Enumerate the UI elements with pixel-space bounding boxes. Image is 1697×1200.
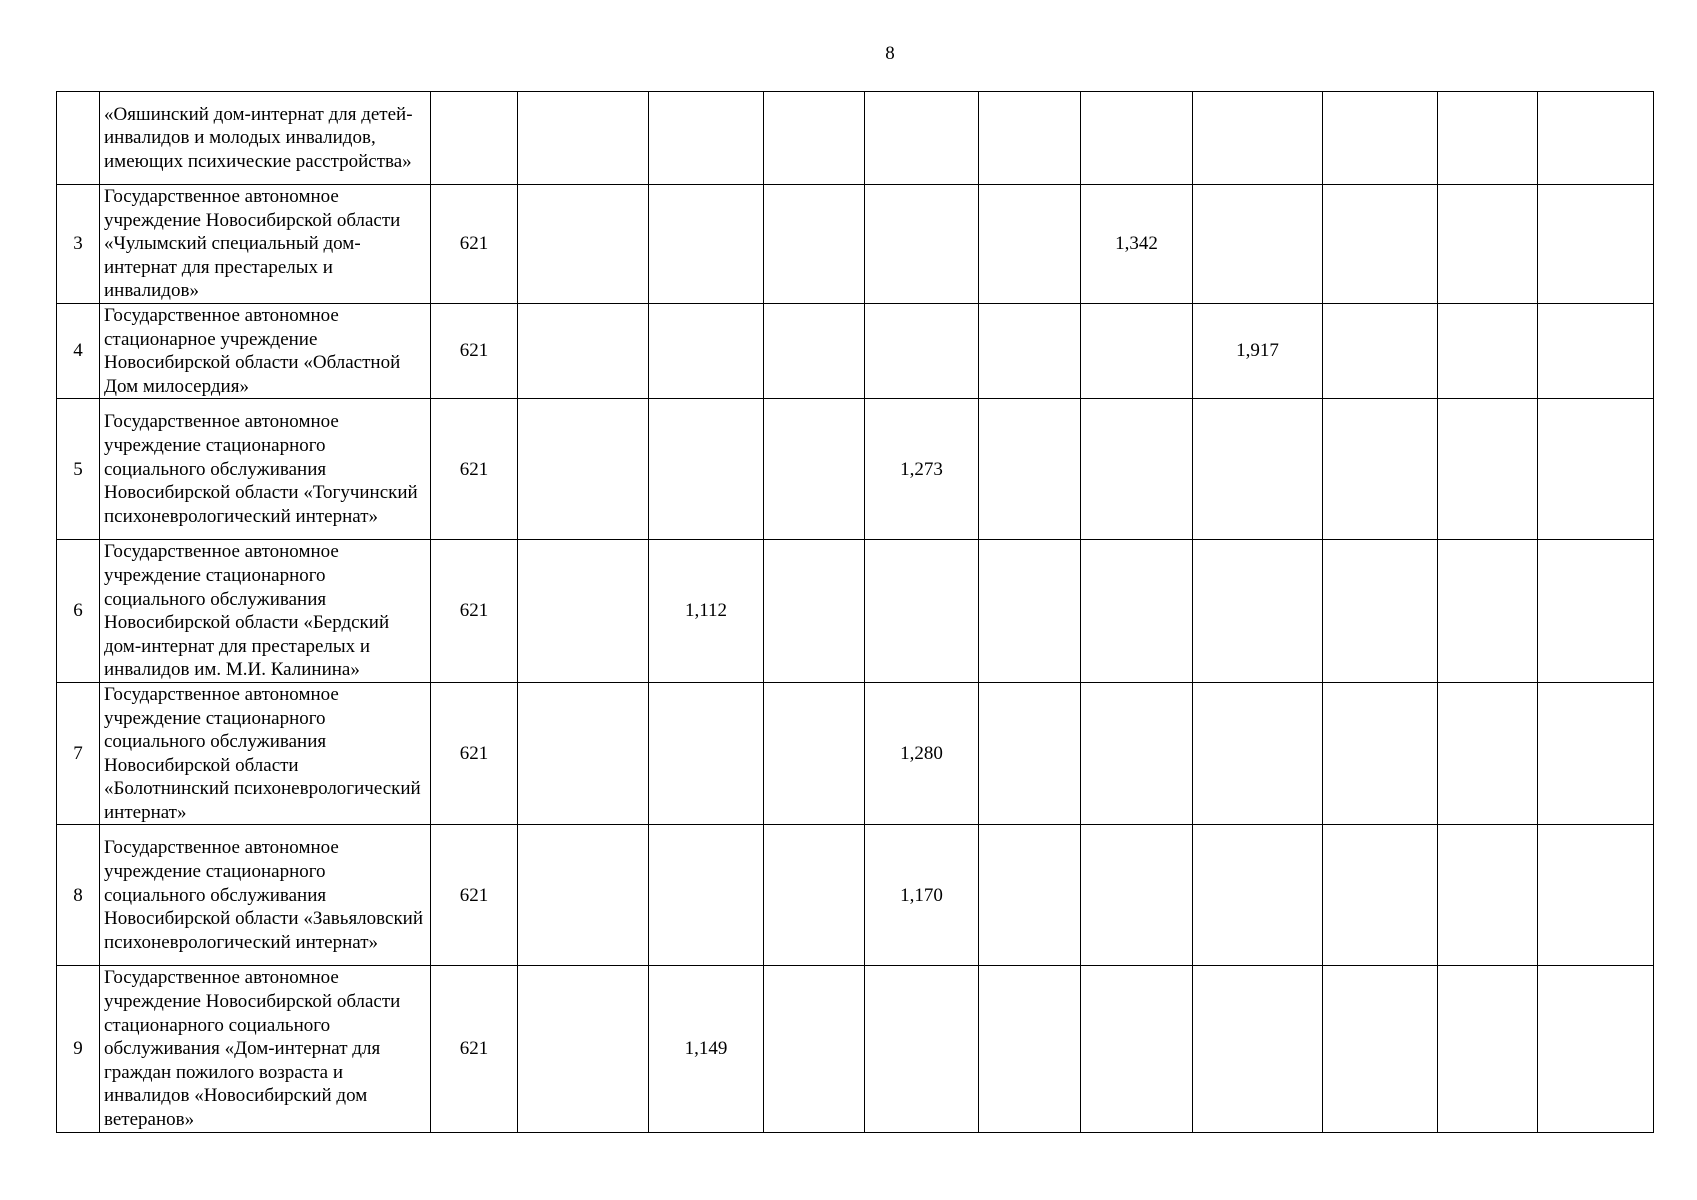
table-row bbox=[57, 92, 1654, 185]
value-cell bbox=[1538, 682, 1654, 825]
value-cell bbox=[518, 399, 649, 540]
institution-name-cell: Государственное автономное учреждение стационарного социального обслуживания Новосибирской области «Болотнинский психоневрологический интернат» bbox=[100, 682, 431, 825]
value-cell bbox=[1081, 540, 1193, 683]
value-cell bbox=[979, 825, 1081, 966]
value-cell bbox=[764, 92, 865, 185]
value-cell bbox=[1438, 682, 1538, 825]
value-cell bbox=[1081, 303, 1193, 398]
value-cell bbox=[649, 399, 764, 540]
row-number-cell: 8 bbox=[57, 825, 100, 966]
value-cell bbox=[518, 540, 649, 683]
value-cell bbox=[649, 92, 764, 185]
row-number-cell: 7 bbox=[57, 682, 100, 825]
code-cell: 621 bbox=[431, 825, 518, 966]
value-cell bbox=[518, 825, 649, 966]
value-cell bbox=[1323, 303, 1438, 398]
value-cell: 1,280 bbox=[865, 682, 979, 825]
value-cell bbox=[1538, 825, 1654, 966]
value-cell: 1,112 bbox=[649, 540, 764, 683]
value-cell bbox=[1323, 399, 1438, 540]
row-number-cell: 6 bbox=[57, 540, 100, 683]
row-number-cell: 3 bbox=[57, 185, 100, 304]
value-cell bbox=[1323, 185, 1438, 304]
value-cell bbox=[764, 540, 865, 683]
code-cell: 621 bbox=[431, 303, 518, 398]
row-number-cell: 5 bbox=[57, 399, 100, 540]
value-cell bbox=[1438, 92, 1538, 185]
value-cell bbox=[1438, 966, 1538, 1132]
value-cell: 1,170 bbox=[865, 825, 979, 966]
value-cell bbox=[649, 185, 764, 304]
value-cell bbox=[1323, 966, 1438, 1132]
value-cell bbox=[979, 682, 1081, 825]
row-number-cell bbox=[57, 92, 100, 185]
value-cell: 1,273 bbox=[865, 399, 979, 540]
code-cell: 621 bbox=[431, 682, 518, 825]
value-cell bbox=[1323, 540, 1438, 683]
value-cell bbox=[1193, 540, 1323, 683]
value-cell bbox=[979, 540, 1081, 683]
value-cell bbox=[865, 185, 979, 304]
value-cell bbox=[1438, 303, 1538, 398]
value-cell: 1,917 bbox=[1193, 303, 1323, 398]
institution-name-cell: «Ояшинский дом-интернат для детей-инвалидов и молодых инвалидов, имеющих психические расстройства» bbox=[100, 92, 431, 185]
value-cell bbox=[1193, 399, 1323, 540]
value-cell bbox=[1438, 540, 1538, 683]
value-cell bbox=[764, 303, 865, 398]
value-cell bbox=[518, 92, 649, 185]
code-cell: 621 bbox=[431, 966, 518, 1132]
value-cell bbox=[1538, 303, 1654, 398]
value-cell bbox=[764, 825, 865, 966]
value-cell bbox=[979, 399, 1081, 540]
value-cell bbox=[1538, 540, 1654, 683]
value-cell bbox=[1538, 399, 1654, 540]
value-cell bbox=[1323, 92, 1438, 185]
row-number-cell: 4 bbox=[57, 303, 100, 398]
value-cell bbox=[1438, 185, 1538, 304]
value-cell bbox=[865, 540, 979, 683]
table-row bbox=[57, 682, 1654, 825]
value-cell bbox=[518, 682, 649, 825]
value-cell bbox=[1193, 185, 1323, 304]
value-cell bbox=[1193, 966, 1323, 1132]
value-cell bbox=[518, 966, 649, 1132]
value-cell bbox=[649, 303, 764, 398]
value-cell bbox=[1081, 966, 1193, 1132]
value-cell bbox=[1538, 966, 1654, 1132]
page-number: 8 bbox=[885, 43, 895, 64]
row-number-cell: 9 bbox=[57, 966, 100, 1132]
table-row bbox=[57, 966, 1654, 1132]
value-cell bbox=[979, 966, 1081, 1132]
code-cell: 621 bbox=[431, 540, 518, 683]
value-cell bbox=[865, 303, 979, 398]
value-cell: 1,342 bbox=[1081, 185, 1193, 304]
data-table bbox=[56, 91, 1654, 1133]
institution-name-cell: Государственное автономное стационарное учреждение Новосибирской области «Областной Дом милосердия» bbox=[100, 303, 431, 398]
value-cell bbox=[1081, 682, 1193, 825]
value-cell bbox=[649, 682, 764, 825]
value-cell bbox=[1193, 682, 1323, 825]
institution-name-cell: Государственное автономное учреждение стационарного социального обслуживания Новосибирской области «Бердский дом-интернат для престарелых и инвалидов им. М.И. Калинина» bbox=[100, 540, 431, 683]
value-cell bbox=[865, 966, 979, 1132]
institution-name-cell: Государственное автономное учреждение стационарного социального обслуживания Новосибирской области «Тогучинский психоневрологический интернат» bbox=[100, 399, 431, 540]
value-cell bbox=[1081, 825, 1193, 966]
value-cell bbox=[1438, 825, 1538, 966]
value-cell bbox=[979, 92, 1081, 185]
value-cell bbox=[1538, 185, 1654, 304]
value-cell bbox=[1081, 92, 1193, 185]
code-cell: 621 bbox=[431, 399, 518, 540]
value-cell: 1,149 bbox=[649, 966, 764, 1132]
value-cell bbox=[1538, 92, 1654, 185]
value-cell bbox=[979, 303, 1081, 398]
value-cell bbox=[979, 185, 1081, 304]
code-cell: 621 bbox=[431, 185, 518, 304]
value-cell bbox=[649, 825, 764, 966]
value-cell bbox=[764, 185, 865, 304]
value-cell bbox=[764, 399, 865, 540]
value-cell bbox=[1438, 399, 1538, 540]
value-cell bbox=[1193, 92, 1323, 185]
value-cell bbox=[764, 682, 865, 825]
table-row bbox=[57, 399, 1654, 540]
institution-name-cell: Государственное автономное учреждение Новосибирской области стационарного социального обслуживания «Дом-интернат для граждан пожилого возраста и инвалидов «Новосибирский дом ветеранов» bbox=[100, 966, 431, 1132]
value-cell bbox=[518, 303, 649, 398]
code-cell bbox=[431, 92, 518, 185]
value-cell bbox=[865, 92, 979, 185]
table-row bbox=[57, 540, 1654, 683]
table-row bbox=[57, 825, 1654, 966]
value-cell bbox=[518, 185, 649, 304]
table-row bbox=[57, 303, 1654, 398]
value-cell bbox=[1081, 399, 1193, 540]
table-row bbox=[57, 185, 1654, 304]
value-cell bbox=[1323, 825, 1438, 966]
value-cell bbox=[764, 966, 865, 1132]
institution-name-cell: Государственное автономное учреждение стационарного социального обслуживания Новосибирской области «Завьяловский психоневрологический интернат» bbox=[100, 825, 431, 966]
value-cell bbox=[1323, 682, 1438, 825]
institution-name-cell: Государственное автономное учреждение Новосибирской области «Чулымский специальный дом-интернат для престарелых и инвалидов» bbox=[100, 185, 431, 304]
value-cell bbox=[1193, 825, 1323, 966]
